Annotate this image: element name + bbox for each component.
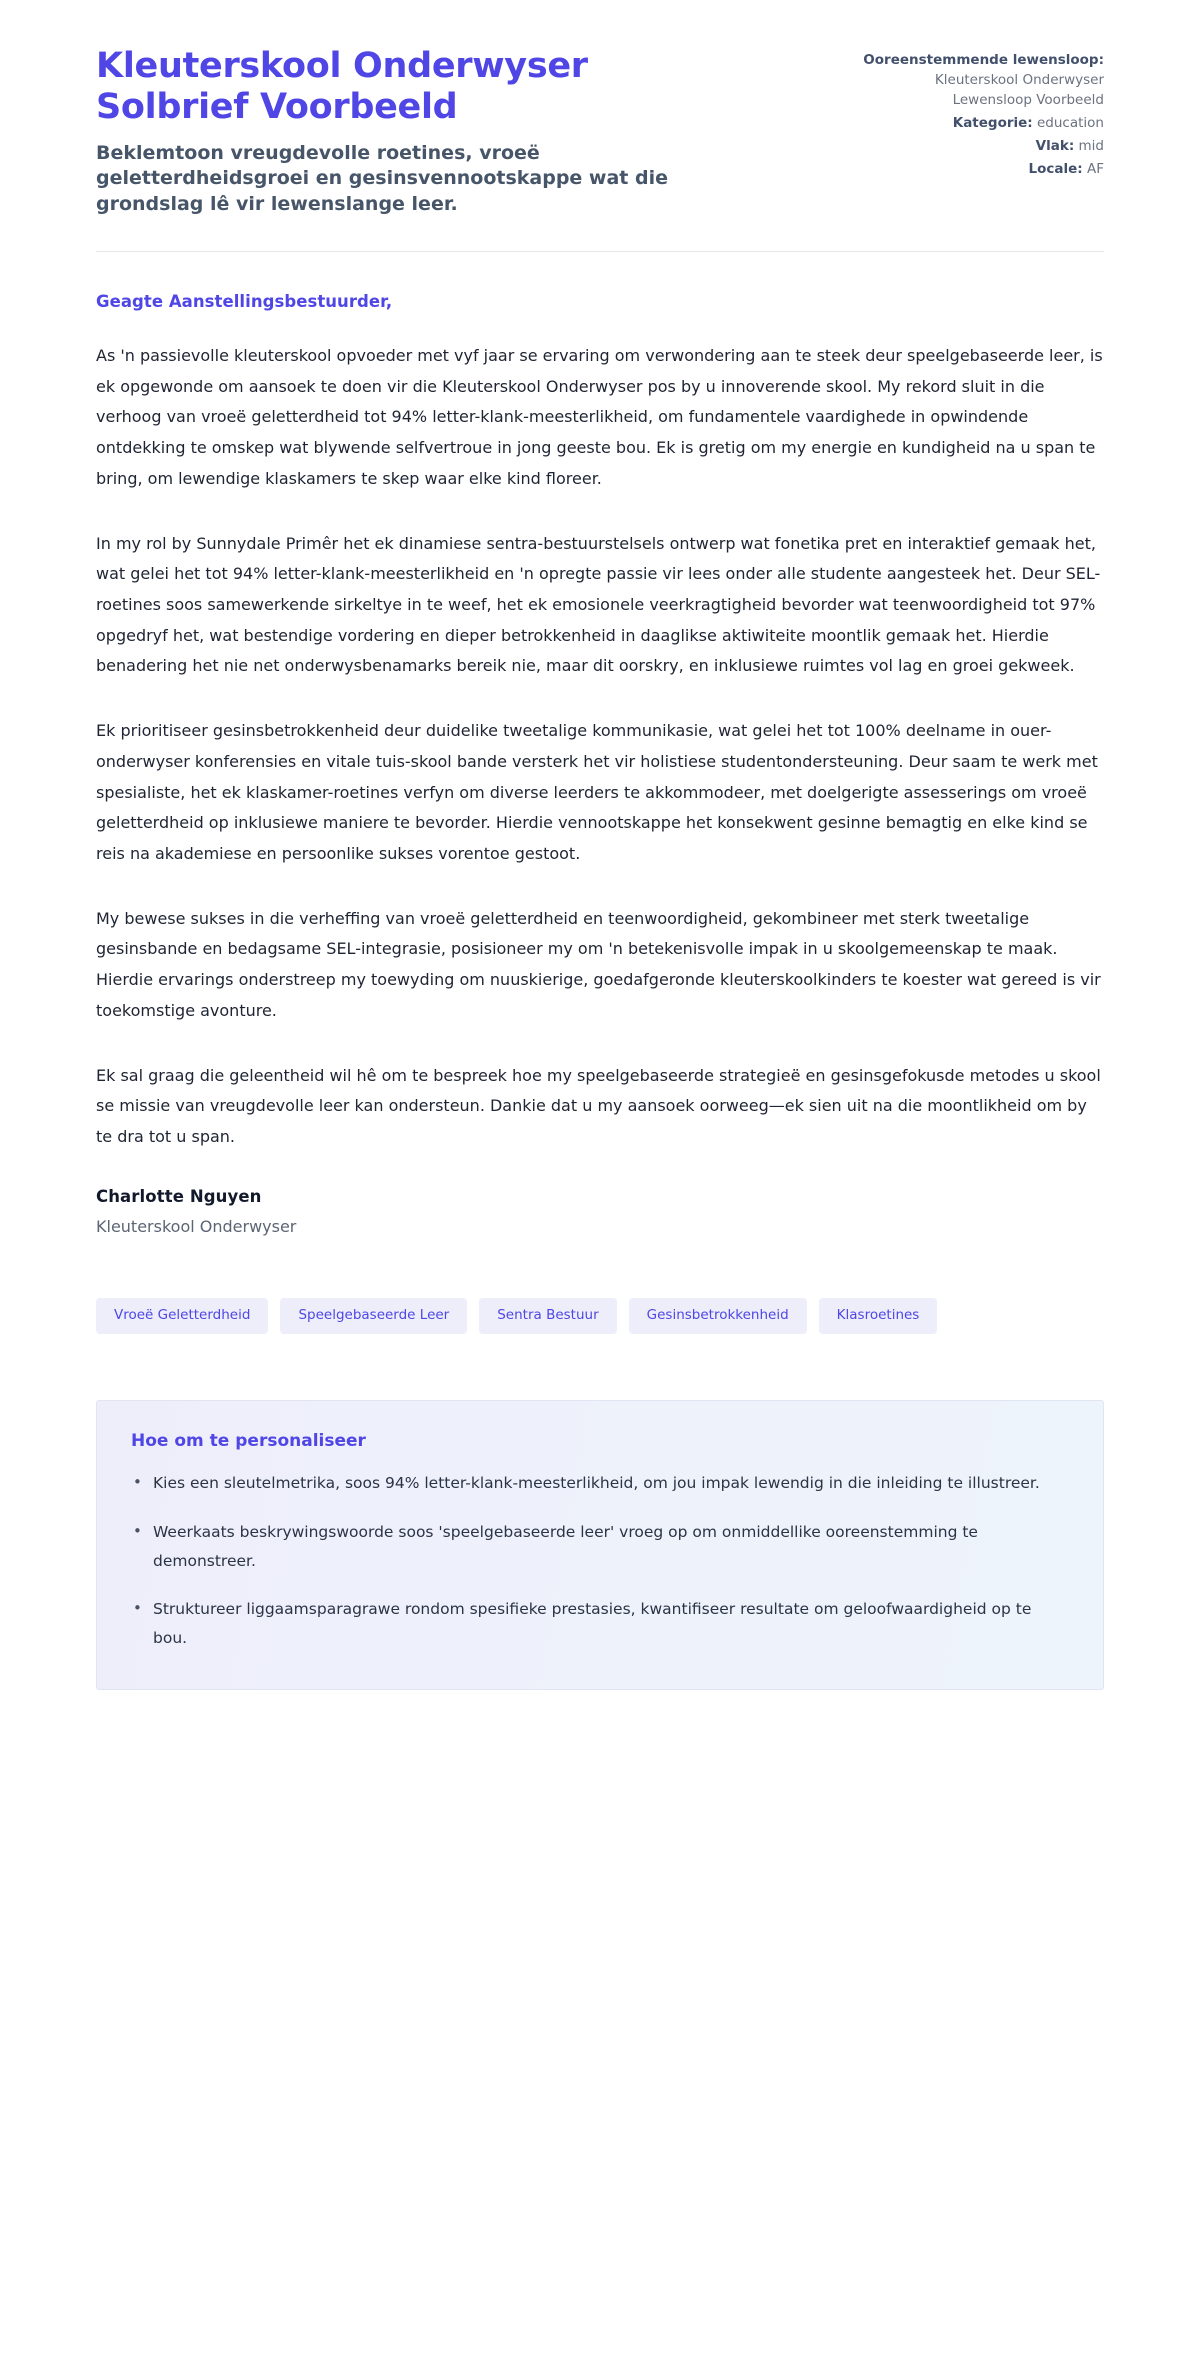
- tips-list-item: [131, 1595, 1069, 1652]
- letter-paragraph-3: Ek prioritiseer gesinsbetrokkenheid deur duidelike tweetalige kommunikasie, wat gelei het tot 100% deelname in ouer-onderwyser konferensies en vitale tuis-skool bande versterk het vir holistiese studentondersteuning. Deur saam te werk met spesialiste, het ek klaskamer-roetines verfyn om diverse leerders te akkommodeer, met doelgerigte assesserings om vroeë geletterdheid op inklusiewe maniere te bevorder. Hierdie vennootskappe het konsekwent gesinne bemagtig en elke kind se reis na akademiese en persoonlike sukses vorentoe gestoot.: [96, 721, 1098, 864]
- metadata-row-category: [854, 114, 1104, 134]
- document-metadata: [854, 46, 1104, 183]
- metadata-label-category: Kategorie:: [952, 114, 1033, 131]
- bullet-icon: •: [133, 1599, 142, 1618]
- document-header: [96, 46, 1104, 252]
- metadata-value-category: education: [1037, 114, 1104, 131]
- letter-signature: [96, 1187, 1104, 1236]
- metadata-value-matching-resume: Kleuterskool Onderwyser Lewensloop Voorbeeld: [934, 71, 1104, 108]
- tag-chip-play-based-learning[interactable]: Speelgebaseerde Leer: [280, 1298, 467, 1335]
- metadata-row-matching-resume: [854, 51, 1104, 111]
- signature-name: Charlotte Nguyen: [96, 1186, 262, 1206]
- cover-letter-body: [96, 252, 1104, 1236]
- tips-list-item: [131, 1518, 1069, 1575]
- tag-chip-classroom-routines[interactable]: Klasroetines: [819, 1298, 938, 1335]
- tips-list: [131, 1469, 1069, 1652]
- metadata-label-locale: Locale:: [1028, 160, 1083, 177]
- header-title-block: [96, 46, 736, 217]
- metadata-row-level: [854, 137, 1104, 157]
- letter-paragraph-2: In my rol by Sunnydale Primêr het ek dinamiese sentra-bestuurstelsels ontwerp wat fonetika pret en interaktief gemaak het, wat gelei het tot 94% letter-klank-meesterlikheid en 'n opregte passie vir lees onder alle studente aangesteek het. Deur SEL-roetines soos samewerkende sirkeltye in te weef, het ek emosionele veerkragtigheid bevorder wat teenwoordigheid tot 97% opgedryf het, wat bestendige vordering en dieper betrokkenheid in daaglikse aktiwiteite moontlik gemaak het. Hierdie benadering het nie net onderwysbenamarks bereik nie, maar dit oorskry, en inklusiewe ruimtes vol lag en groei gekweek.: [96, 533, 1101, 676]
- signature-role: Kleuterskool Onderwyser: [96, 1216, 297, 1236]
- personalisation-tips-panel: [96, 1400, 1104, 1689]
- metadata-row-locale: [854, 160, 1104, 180]
- tips-list-item: [131, 1469, 1069, 1498]
- tips-list-item-text: Struktureer liggaamsparagrawe rondom spesifieke prestasies, kwantifiseer resultate om geloofwaardigheid op te bou.: [153, 1600, 1032, 1647]
- letter-paragraph-5: Ek sal graag die geleentheid wil hê om te bespreek hoe my speelgebaseerde strategieë en gesinsgefokusde metodes u skool se missie van vreugdevolle leer kan ondersteun. Dankie dat u my aansoek oorweeg—ek sien uit na die moontlikheid om by te dra tot u span.: [96, 1065, 1101, 1147]
- tag-chip-centre-management[interactable]: Sentra Bestuur: [479, 1298, 616, 1335]
- tips-panel-title: Hoe om te personaliseer: [131, 1431, 366, 1452]
- tag-chip-family-engagement[interactable]: Gesinsbetrokkenheid: [629, 1298, 807, 1335]
- tag-chip-early-literacy[interactable]: Vroeë Geletterdheid: [96, 1298, 268, 1335]
- letter-paragraph-1: As 'n passievolle kleuterskool opvoeder met vyf jaar se ervaring om verwondering aan te steek deur speelgebaseerde leer, is ek opgewonde om aansoek te doen vir die Kleuterskool Onderwyser pos by u innoverende skool. My rekord sluit in die verhoog van vroeë geletterdheid tot 94% letter-klank-meesterlikheid, om fundamentele vaardighede in opwindende ontdekking te omskep wat blywende selfvertroue in jong geeste bou. Ek is gretig om my energie en kundigheid na u span te bring, om lewendige klaskamers te skep waar elke kind floreer.: [96, 345, 1103, 488]
- metadata-value-locale: AF: [1086, 160, 1104, 177]
- bullet-icon: •: [133, 1521, 142, 1540]
- metadata-label-level: Vlak:: [1035, 137, 1075, 154]
- letter-salutation: Geagte Aanstellingsbestuurder,: [96, 291, 393, 311]
- tips-list-item-text: Weerkaats beskrywingswoorde soos 'speelgebaseerde leer' vroeg op om onmiddellike ooreenstemming te demonstreer.: [153, 1522, 978, 1570]
- metadata-value-level: mid: [1078, 137, 1104, 154]
- bullet-icon: •: [133, 1473, 142, 1492]
- tips-list-item-text: Kies een sleutelmetrika, soos 94% letter-klank-meesterlikheid, om jou impak lewendig in die inleiding te illustreer.: [153, 1474, 1040, 1493]
- tag-list: [96, 1298, 1104, 1335]
- metadata-label-matching-resume: Ooreenstemmende lewensloop:: [863, 52, 1104, 68]
- page-title: Kleuterskool Onderwyser Solbrief Voorbeeld: [96, 46, 588, 128]
- page-subtitle: Beklemtoon vreugdevolle roetines, vroeë geletterdheidsgroei en gesinsvennootskappe wat die grondslag lê vir lewenslange leer.: [96, 141, 669, 215]
- letter-paragraph-4: My bewese sukses in die verheffing van vroeë geletterdheid en teenwoordigheid, gekombineer met sterk tweetalige gesinsbande en bedagsame SEL-integrasie, posisioneer my om 'n betekenisvolle impak in u skoolgemeenskap te maak. Hierdie ervarings onderstreep my toewyding om nuuskierige, goedafgeronde kleuterskoolkinders te koester wat gereed is vir toekomstige avonture.: [96, 908, 1101, 1020]
